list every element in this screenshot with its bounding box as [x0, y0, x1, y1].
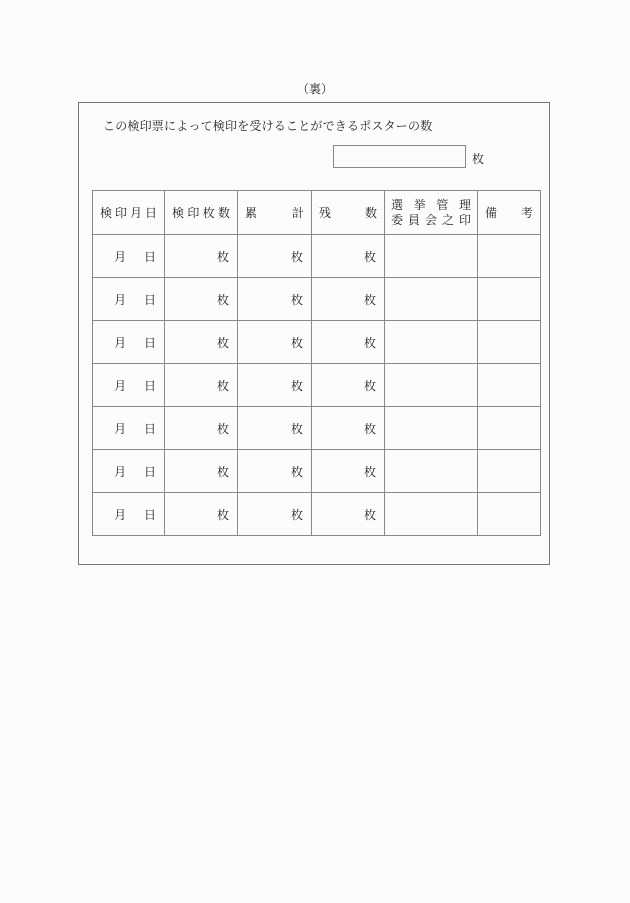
date-cell[interactable]: 月 日 — [93, 364, 165, 407]
stamp-count-cell[interactable]: 枚 — [165, 493, 238, 536]
remarks-cell[interactable] — [478, 407, 541, 450]
remaining-cell[interactable]: 枚 — [312, 493, 385, 536]
date-cell[interactable]: 月 日 — [93, 407, 165, 450]
seal-cell[interactable] — [385, 450, 478, 493]
remaining-cell[interactable]: 枚 — [312, 278, 385, 321]
header-stamp-count: 検 印 枚 数 — [165, 191, 238, 235]
stamp-count-cell[interactable]: 枚 — [165, 407, 238, 450]
remaining-cell[interactable]: 枚 — [312, 321, 385, 364]
remaining-cell[interactable]: 枚 — [312, 364, 385, 407]
table-row — [93, 407, 541, 450]
date-cell[interactable]: 月 日 — [93, 321, 165, 364]
seal-cell[interactable] — [385, 407, 478, 450]
cumulative-cell[interactable]: 枚 — [238, 278, 312, 321]
remarks-cell[interactable] — [478, 321, 541, 364]
poster-count-unit: 枚 — [472, 152, 485, 166]
cumulative-cell[interactable]: 枚 — [238, 407, 312, 450]
seal-cell[interactable] — [385, 278, 478, 321]
header-remarks: 備 考 — [478, 191, 541, 235]
seal-cell[interactable] — [385, 235, 478, 278]
intro-text: この検印票によって検印を受けることができるポスターの数 — [103, 119, 433, 133]
date-cell[interactable]: 月 日 — [93, 493, 165, 536]
cumulative-cell[interactable]: 枚 — [238, 364, 312, 407]
stamp-log-table — [92, 190, 541, 536]
date-cell[interactable]: 月 日 — [93, 450, 165, 493]
date-cell[interactable]: 月 日 — [93, 235, 165, 278]
table-row — [93, 278, 541, 321]
remaining-cell[interactable]: 枚 — [312, 407, 385, 450]
table-row — [93, 493, 541, 536]
cumulative-cell[interactable]: 枚 — [238, 493, 312, 536]
stamp-count-cell[interactable]: 枚 — [165, 450, 238, 493]
side-label: （裏） — [296, 82, 333, 96]
table-header-row — [93, 191, 541, 235]
header-date: 検 印 月 日 — [93, 191, 165, 235]
remarks-cell[interactable] — [478, 235, 541, 278]
remarks-cell[interactable] — [478, 450, 541, 493]
stamp-count-cell[interactable]: 枚 — [165, 321, 238, 364]
remarks-cell[interactable] — [478, 278, 541, 321]
table-row — [93, 450, 541, 493]
cumulative-cell[interactable]: 枚 — [238, 450, 312, 493]
poster-count-field[interactable] — [333, 145, 466, 168]
header-cumulative: 累 計 — [238, 191, 312, 235]
cumulative-cell[interactable]: 枚 — [238, 235, 312, 278]
seal-cell[interactable] — [385, 364, 478, 407]
table-row — [93, 235, 541, 278]
table-row — [93, 321, 541, 364]
remaining-cell[interactable]: 枚 — [312, 450, 385, 493]
header-committee-seal: 選 挙 管 理 委 員 会 之 印 — [385, 191, 478, 235]
table-row — [93, 364, 541, 407]
date-cell[interactable]: 月 日 — [93, 278, 165, 321]
stamp-count-cell[interactable]: 枚 — [165, 278, 238, 321]
seal-cell[interactable] — [385, 493, 478, 536]
remarks-cell[interactable] — [478, 364, 541, 407]
remaining-cell[interactable]: 枚 — [312, 235, 385, 278]
seal-cell[interactable] — [385, 321, 478, 364]
remarks-cell[interactable] — [478, 493, 541, 536]
stamp-count-cell[interactable]: 枚 — [165, 364, 238, 407]
header-remaining: 残 数 — [312, 191, 385, 235]
cumulative-cell[interactable]: 枚 — [238, 321, 312, 364]
stamp-count-cell[interactable]: 枚 — [165, 235, 238, 278]
